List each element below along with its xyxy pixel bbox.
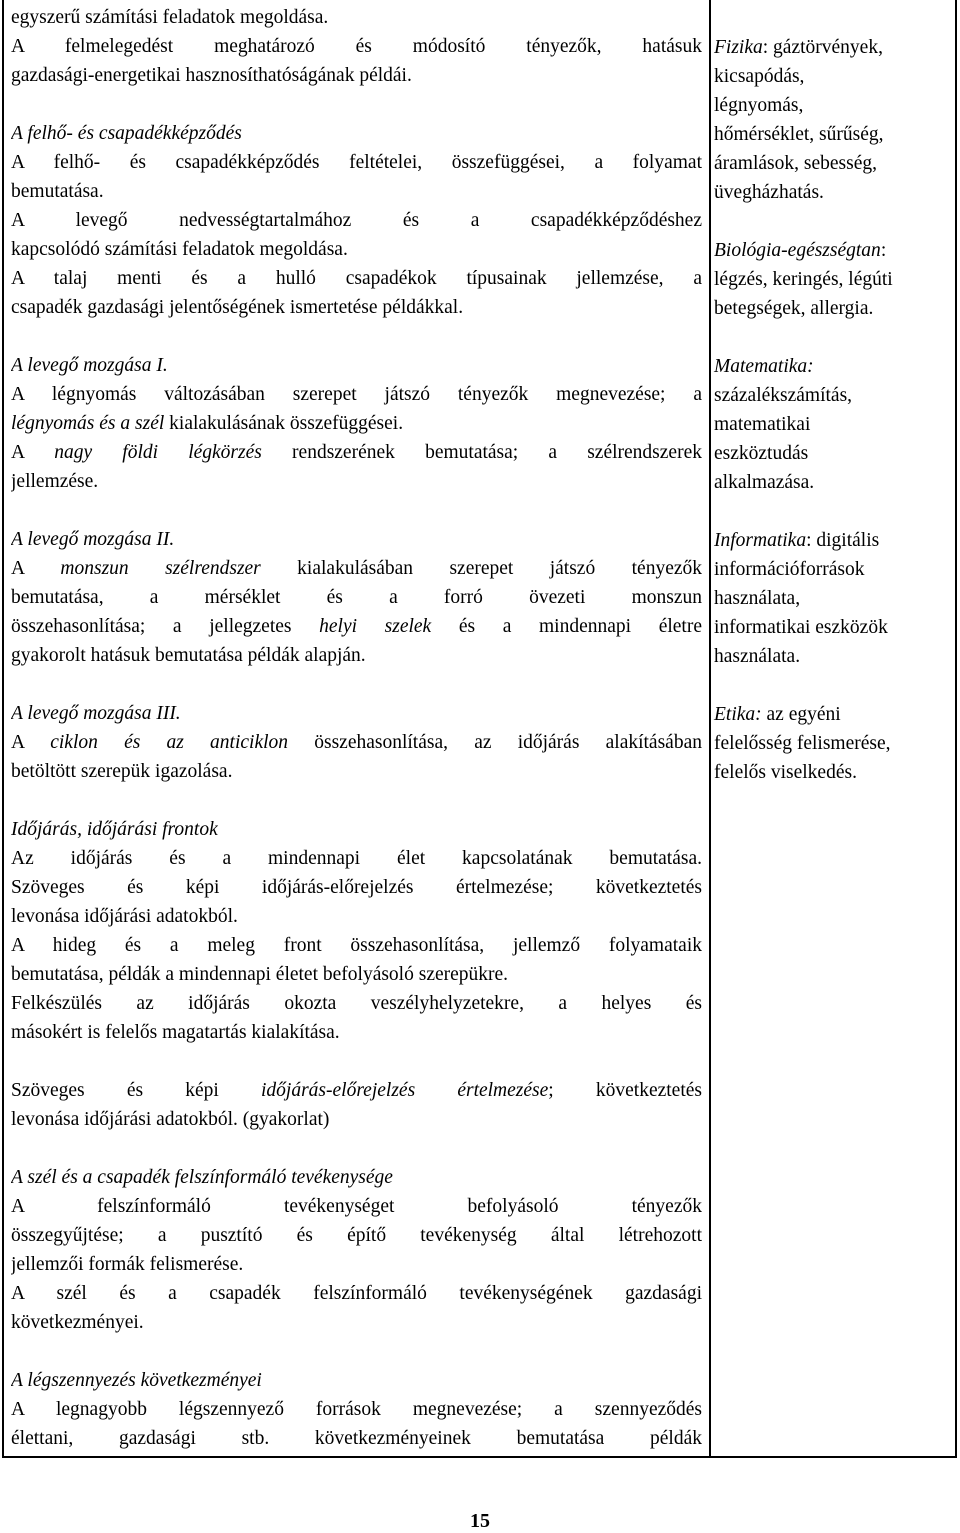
text-line [714,526,950,555]
text-run: összehasonlítása, az időjárás alakításában [288,732,702,753]
text-run: informatikai eszközök [714,617,888,638]
italic-text-run: A felhő- és csapadékképződés [11,123,242,144]
text-run: gyakorolt hatásuk bemutatása példák alapján. [11,645,366,666]
text-run: légnyomás, [714,95,804,116]
text-line [714,178,950,207]
cross-curricular-column [714,33,950,816]
text-line [714,700,950,729]
text-run: A [11,442,55,463]
text-run: : gáztörvények, [762,37,883,58]
text-run: Felkészülés az időjárás okozta veszélyhelyzetekre, a helyes és [11,993,702,1014]
topic-section [11,699,702,786]
text-run: ; következtetés [548,1080,702,1101]
text-line [714,294,950,323]
text-line [714,62,950,91]
topic-section [11,815,702,1047]
topic-section [11,525,702,670]
text-line [11,32,702,61]
italic-text-run: Időjárás, időjárási frontok [11,819,218,840]
text-run: és a mindennapi életre [431,616,702,637]
topic-section [11,1076,702,1134]
text-line [714,120,950,149]
text-run: üvegházhatás. [714,182,824,203]
text-line [714,236,950,265]
text-run: összehasonlítása; a jellegzetes [11,616,320,637]
text-line [714,410,950,439]
text-line [714,149,950,178]
text-line [714,555,950,584]
text-run: betegségek, allergia. [714,298,874,319]
text-run: : [880,240,887,261]
text-run: A felhő- és csapadékképződés feltételei, összefüggései, a folyamat [11,152,702,173]
text-line [714,642,950,671]
text-run: bemutatása, példák a mindennapi életet befolyásoló szerepükre. [11,964,509,985]
text-run: eszköztudás [714,443,809,464]
topic-section [11,3,702,90]
text-run: matematikai [714,414,811,435]
text-run: rendszerének bemutatása; a szélrendszerek [261,442,702,463]
text-line [11,989,702,1018]
italic-text-run: időjárás-előrejelzés értelmezése [260,1080,549,1101]
italic-text-run: helyi szelek [319,616,432,637]
text-run: áramlások, sebesség, [714,153,877,174]
text-line [11,61,702,90]
text-run: jellemzése. [11,471,99,492]
text-line [714,729,950,758]
text-line [11,264,702,293]
text-line [714,91,950,120]
text-run: A szél és a csapadék felszínformáló tevékenységének gazdasági [11,1283,702,1304]
text-run: felelősség felismerése, [714,733,891,754]
italic-text-run: légnyomás és a szél [11,413,165,434]
text-line [11,873,702,902]
text-line [714,33,950,62]
text-line [714,265,950,294]
text-run: jellemzői formák felismerése. [11,1254,244,1275]
text-run: másokért is felelős magatartás kialakítása. [11,1022,340,1043]
column-divider [709,0,711,1458]
text-run: : digitális [806,530,880,551]
connection-section [714,526,950,671]
italic-text-run: Fizika [714,37,763,58]
text-run: használata, [714,588,801,609]
connection-section [714,236,950,323]
topic-section [11,1366,702,1453]
topic-section [11,351,702,496]
text-line [11,815,702,844]
text-run: gazdasági-energetikai hasznosíthatóságának példái. [11,65,412,86]
text-run: felelős viselkedés. [714,762,857,783]
text-line [11,293,702,322]
text-run: hőmérséklet, sűrűség, [714,124,884,145]
italic-text-run: Biológia-egészségtan [714,240,881,261]
text-line [714,468,950,497]
text-line [11,1105,702,1134]
text-line [11,177,702,206]
text-line [11,148,702,177]
text-line [11,467,702,496]
text-run: csapadék gazdasági jelentőségének ismertetése példákkal. [11,297,464,318]
text-run: A levegő nedvességtartalmához és a csapadékképződéshez [11,210,702,231]
text-line [11,960,702,989]
text-run: A talaj menti és a hulló csapadékok típusainak jellemzése, a [11,268,702,289]
text-line [11,1076,702,1105]
italic-text-run: A légszennyezés következményei [11,1370,262,1391]
text-line [714,584,950,613]
italic-text-run: ciklon és az anticiklon [50,732,289,753]
topic-section [11,1163,702,1337]
text-run: A felszínformáló tevékenységet befolyásoló tényezők [11,1196,702,1217]
text-line [714,352,950,381]
text-run: alkalmazása. [714,472,815,493]
italic-text-run: Matematika: [714,356,814,377]
text-line [11,757,702,786]
text-run: levonása időjárási adatokból. [11,906,238,927]
text-run: bemutatása, a mérséklet és a forró övezeti monszun [11,587,702,608]
text-run: Szöveges és képi [11,1080,261,1101]
connection-section [714,33,950,207]
text-run: betöltött szerepük igazolása. [11,761,233,782]
text-run: A [11,732,51,753]
text-run: kapcsolódó számítási feladatok megoldása. [11,239,348,260]
text-run: A legnagyobb légszennyező források megnevezése; a szennyeződés [11,1399,702,1420]
text-line [11,380,702,409]
connection-section [714,352,950,497]
text-run: összegyűjtése; a pusztító és építő tevékenység által létrehozott [11,1225,702,1246]
italic-text-run: nagy földi légkörzés [54,442,262,463]
text-run: következményei. [11,1312,144,1333]
italic-text-run: monszun szélrendszer [60,558,261,579]
text-line [11,351,702,380]
text-line [11,206,702,235]
text-line [11,3,702,32]
text-run: százalékszámítás, [714,385,853,406]
italic-text-run: A levegő mozgása III. [11,703,181,724]
text-run: légzés, keringés, légúti [714,269,893,290]
text-line [11,1308,702,1337]
text-line [11,438,702,467]
connection-section [714,700,950,787]
italic-text-run: A levegő mozgása II. [11,529,175,550]
text-run: élettani, gazdasági stb. következményeinek bemutatása példák [11,1428,702,1449]
text-run: levonása időjárási adatokból. (gyakorlat) [11,1109,330,1130]
text-run: bemutatása. [11,181,104,202]
text-line [11,554,702,583]
text-run: A [11,558,61,579]
text-line [11,612,702,641]
text-line [714,758,950,787]
text-run: Szöveges és képi időjárás-előrejelzés értelmezése; következtetés [11,877,702,898]
text-line [11,119,702,148]
text-line [11,641,702,670]
italic-text-run: Etika: [714,704,762,725]
text-line [11,728,702,757]
text-run: használata. [714,646,801,667]
text-line [11,1279,702,1308]
topics-column [11,3,702,1453]
italic-text-run: Informatika [714,530,807,551]
italic-text-run: A levegő mozgása I. [11,355,168,376]
text-run: A légnyomás változásában szerepet játszó tényezők megnevezése; a [11,384,702,405]
topic-section [11,119,702,322]
text-line [714,439,950,468]
text-line [11,931,702,960]
text-line [11,1018,702,1047]
text-line [11,844,702,873]
text-line [11,1424,702,1453]
text-line [11,409,702,438]
text-run: információforrások [714,559,865,580]
text-run: kialakulásának összefüggései. [164,413,404,434]
text-line [11,525,702,554]
text-line [11,1163,702,1192]
italic-text-run: A szél és a csapadék felszínformáló tevékenysége [11,1167,393,1188]
text-line [11,699,702,728]
text-line [11,583,702,612]
text-run: Az időjárás és a mindennapi élet kapcsolatának bemutatása. [11,848,702,869]
text-run: kialakulásában szerepet játszó tényezők [260,558,702,579]
text-line [11,902,702,931]
text-line [714,381,950,410]
text-line [714,613,950,642]
text-run: A felmelegedést meghatározó és módosító tényezők, hatásuk [11,36,702,57]
text-line [11,1221,702,1250]
text-run: egyszerű számítási feladatok megoldása. [11,7,329,28]
page-number: 15 [470,1510,490,1532]
text-run: kicsapódás, [714,66,805,87]
text-run: A hideg és a meleg front összehasonlítása, jellemző folyamataik [11,935,702,956]
text-line [11,1366,702,1395]
text-run: az egyéni [761,704,841,725]
text-line [11,1192,702,1221]
text-line [11,1250,702,1279]
text-line [11,1395,702,1424]
text-line [11,235,702,264]
